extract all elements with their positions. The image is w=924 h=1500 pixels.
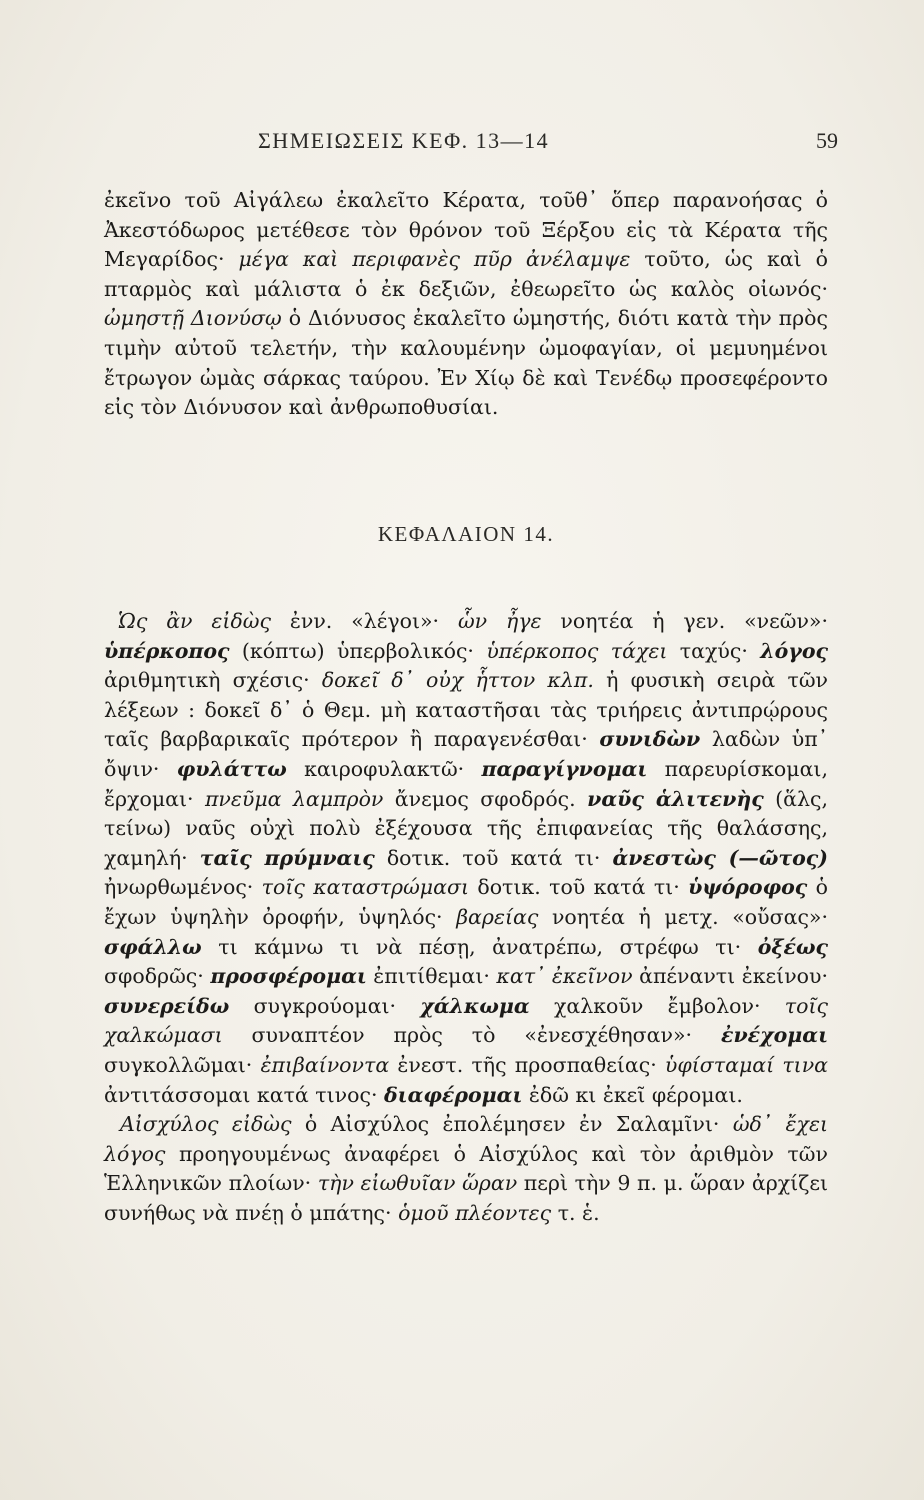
lemma-run: σφάλλω <box>104 934 202 959</box>
lemma-run: χάλκωμα <box>420 993 530 1018</box>
lemma-run: πνεῦμα λαμπρὸν <box>204 786 384 811</box>
lemma-run: ὑφίσταμαί τινα <box>664 1052 829 1077</box>
lemma-run: τοῖς καταστρώμασι <box>261 875 470 900</box>
text-run: νοητέα ἡ γεν. «νεῶν»· <box>541 609 828 633</box>
running-title: ΣΗΜΕΙΩΣΕΙΣ ΚΕΦ. 13—14 <box>258 128 550 153</box>
lemma-run: ὁμοῦ πλέοντες <box>398 1200 552 1225</box>
text-run: χαλκοῦν ἔμβολον· <box>529 993 785 1018</box>
lemma-run: ὑπέρκοπος τάχει <box>486 638 668 663</box>
lemma-run: ἀνεστὼς (—ῶτος) <box>612 845 828 870</box>
lemma-run: τοῖς χαλκώμασι <box>104 993 828 1048</box>
lemma-run: προσφέρομαι <box>210 964 367 989</box>
chapter-notes <box>104 607 828 1228</box>
lemma-run: ὧν ἦγε <box>457 609 542 633</box>
text-run: τ. ἑ. <box>551 1200 600 1225</box>
lemma-run: ὀξέως <box>757 934 828 959</box>
text-run: ὁ Αἰσχύλος ἐπολέμησεν ἐν Σαλαμῖνι· <box>291 1112 733 1137</box>
text-run: ἀπέναντι ἐκείνου· <box>632 964 828 989</box>
top-paragraph <box>104 186 828 423</box>
text-run: ἡ φυσικὴ σειρὰ τῶν λέξεων : δοκεῖ δ᾽ ὁ Θεμ. μὴ καταστῆσαι τὰς τριήρεις ἀντιπρῴρους ταῖς βαρβαρικαῖς πρότερον ἢ παραγενέσθαι· <box>104 668 829 752</box>
text-run: ἀριθμητικὴ σχέσις· <box>104 668 322 693</box>
text-run: σφοδρῶς· <box>104 964 211 989</box>
text-run: παρευρίσκομαι, ἔρχομαι· <box>104 756 828 811</box>
text-run: προηγουμένως ἀναφέρει ὁ Αἰσχύλος καὶ τὸν ἀριθμὸν τῶν Ἑλληνικῶν πλοίων· <box>104 1141 828 1196</box>
text-run: ταχύς· <box>667 638 761 663</box>
lemma-run: ὑπέρκοπος <box>104 638 230 663</box>
lemma-run: ὡδ᾽ ἔχει λόγος <box>104 1112 828 1166</box>
text-run: ἐκεῖνο τοῦ Αἰγάλεω ἐκαλεῖτο Κέρατα, τοῦθ᾽ ὅπερ παρανοήσας ὁ Ἀκεστόδωρος μετέθεσε τὸν θρόνον τοῦ Ξέρξου εἰς τὰ Κέρατα τῆς Μεγαρίδος· <box>104 188 828 272</box>
text-run: περὶ τὴν 9 π. μ. ὥραν ἀρχίζει συνήθως νὰ πνέῃ ὁ μπάτης· <box>104 1171 828 1225</box>
text-run: ἐπιτίθεμαι· <box>366 964 497 989</box>
text-run: (κόπτω) ὑπερβολικός· <box>229 638 487 663</box>
text-run: (ἅλς, τείνω) ναῦς οὐχὶ πολὺ ἐξέχουσα τῆς ἐπιφανείας τῆς θαλάσσης, χαμηλή· <box>104 786 828 870</box>
text-run: ὁ Διόνυσος ἐκαλεῖτο ὠμηστής, διότι κατὰ τὴν πρὸς τιμὴν αὐτοῦ τελετήν, τὴν καλουμένην ὠμοφαγίαν, οἱ μεμυημένοι ἔτρωγον ὠμὰς σάρκας ταύρου. Ἐν Χίῳ δὲ καὶ Τενέδῳ προσεφέροντο εἰς τὸν Διόνυσον καὶ ἀνθρωποθυσίαι. <box>104 306 829 420</box>
lemma-run: Ὡς ἂν εἰδὼς <box>118 609 271 633</box>
page-number: 59 <box>816 128 838 153</box>
text-run: ἐδῶ κι ἐκεῖ φέρομαι. <box>522 1082 743 1107</box>
lemma-run: ὑψόροφος <box>688 875 808 900</box>
lemma-run: ταῖς πρύμναις <box>199 845 375 870</box>
text-run: δοτικ. τοῦ κατά τι· <box>469 875 689 900</box>
text-run: νοητέα ἡ μετχ. «οὔσας»· <box>538 904 828 929</box>
chapter-heading: ΚΕΦΑΛΑΙΟΝ 14. <box>377 522 555 546</box>
lemma-run: ναῦς ἁλιτενὴς <box>587 786 764 811</box>
lemma-run: διαφέρομαι <box>383 1082 523 1107</box>
page-header <box>108 128 838 158</box>
text-run: τοῦτο, ὡς καὶ ὁ πταρμὸς καὶ μάλιστα ὁ ἐκ δεξιῶν, ἐθεωρεῖτο ὡς καλὸς οἰωνός· <box>104 247 828 301</box>
text-run: συναπτέον πρὸς τὸ «ἐνεσχέθησαν»· <box>222 1023 721 1048</box>
text-run: συγκολλῶμαι· <box>104 1052 261 1077</box>
lemma-run: λόγος <box>760 638 828 663</box>
lemma-run: Αἰσχύλος εἰδὼς <box>120 1112 292 1137</box>
text-run: λαδὼν ὑπ᾽ ὄψιν· <box>104 727 828 781</box>
text-run: ὁ ἔχων ὑψηλὴν ὀροφήν, ὑψηλός· <box>104 875 828 929</box>
lemma-run: φυλάττω <box>176 756 287 781</box>
text-run: ἄνεμος σφοδρός. <box>383 786 588 811</box>
lemma-run: ἐνέχομαι <box>720 1023 828 1048</box>
text-run: συγκρούομαι· <box>229 993 421 1018</box>
lemma-run: κατ᾽ ἐκεῖνον <box>496 964 633 989</box>
text-run: καιροφυλακτῶ· <box>286 756 482 781</box>
text-run: δοτικ. τοῦ κατά τι· <box>374 845 613 870</box>
text-run: ἀντιτάσσομαι κατά τινος· <box>104 1082 384 1107</box>
lemma-run: παραγίγνομαι <box>481 756 648 781</box>
notes-paragraph-1 <box>104 607 828 1110</box>
lemma-run: ἐπιβαίνοντα <box>260 1052 390 1077</box>
commentary-paragraph <box>104 186 828 423</box>
text-run: ἠνωρθωμένος· <box>104 875 262 900</box>
text-run: τι κάμνω τι νὰ πέσῃ, ἀνατρέπω, στρέφω τι· <box>201 934 758 959</box>
lemma-run: δοκεῖ δ᾽ οὐχ ἧττον κλπ. <box>321 668 594 693</box>
lemma-run: βαρείας <box>456 904 539 929</box>
text-run: ἐνεστ. τῆς προσπαθείας· <box>389 1052 665 1077</box>
lemma-run: συνερείδω <box>104 993 230 1018</box>
notes-paragraph-2 <box>104 1110 828 1228</box>
lemma-run: συνιδὼν <box>599 727 701 752</box>
lemma-run: τὴν εἰωθυῖαν ὥραν <box>317 1171 518 1196</box>
text-run: ἐνν. «λέγοι»· <box>270 609 458 633</box>
lemma-run: μέγα καὶ περιφανὲς πῦρ ἀνέλαμψε <box>238 247 631 272</box>
lemma-run: ὠμηστῇ Διονύσῳ <box>104 306 282 331</box>
